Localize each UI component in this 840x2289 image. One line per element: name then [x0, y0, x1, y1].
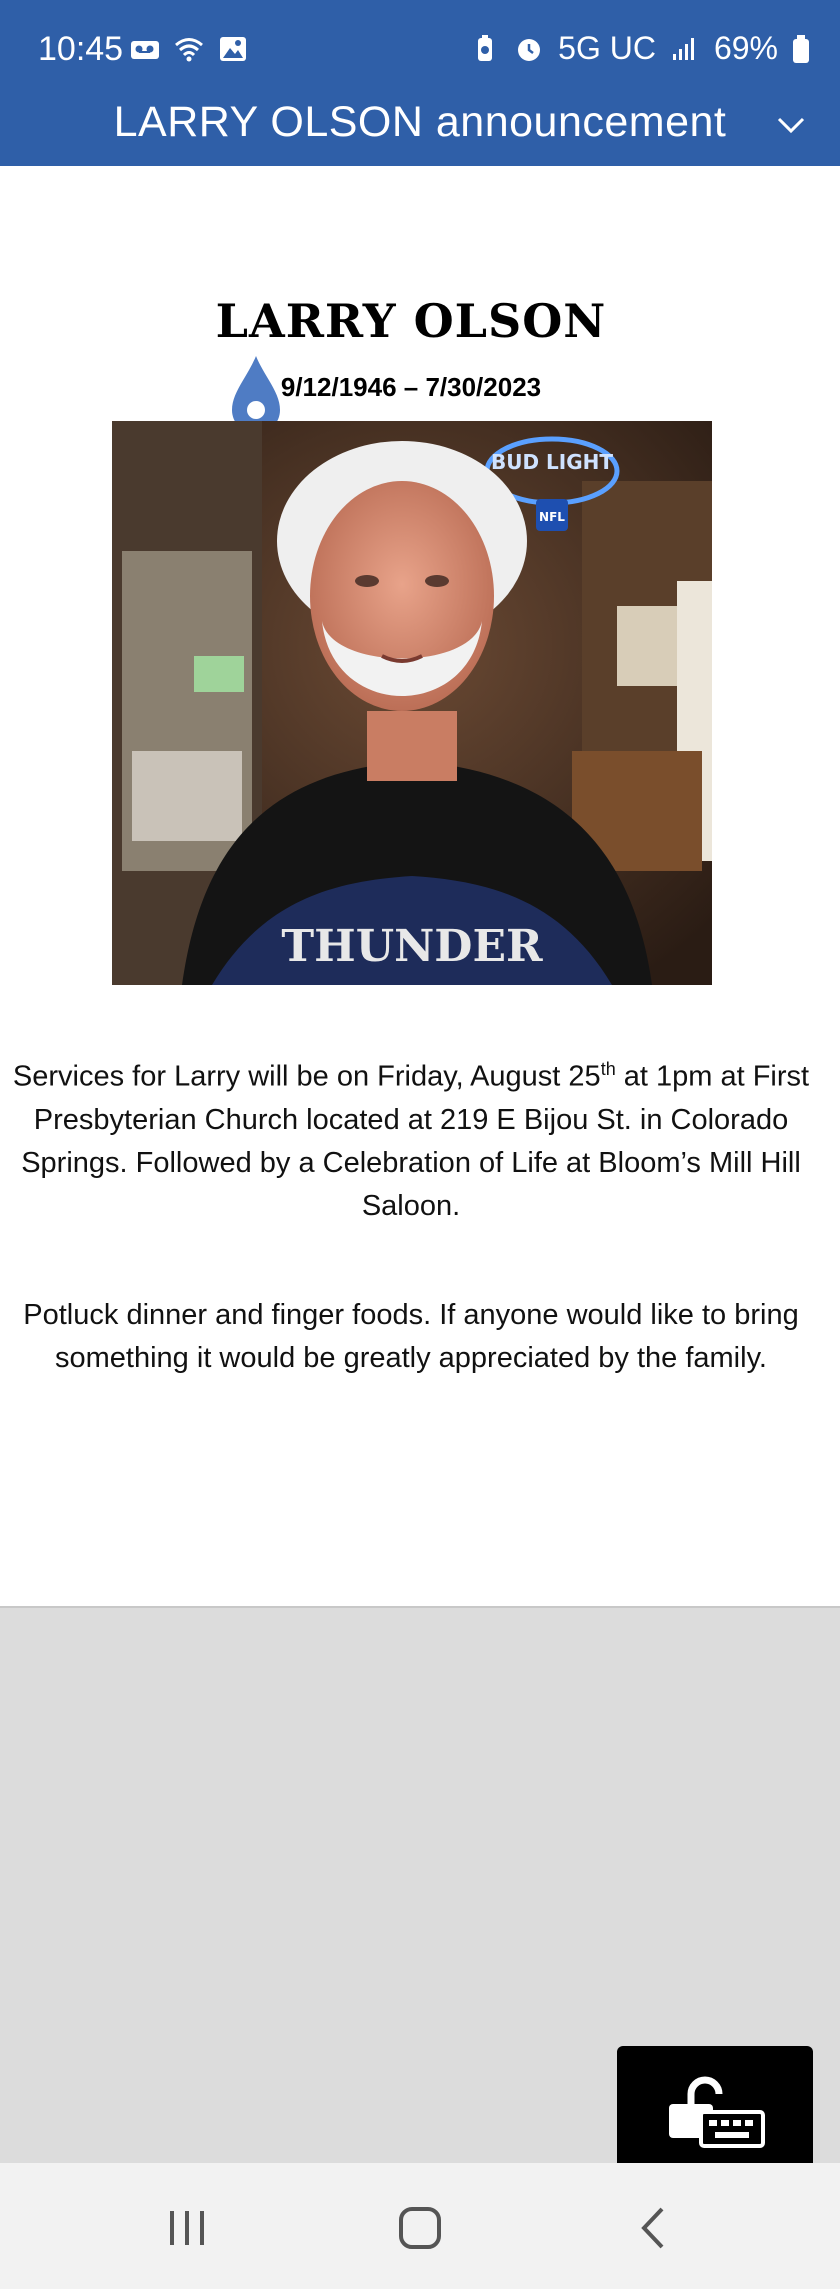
top-bar: [0, 0, 840, 166]
neon-sign-text: BUD LIGHT: [490, 450, 614, 474]
services-superscript: th: [600, 1059, 616, 1079]
status-icons-left: [130, 34, 248, 64]
nfl-badge-text: NFL: [539, 510, 565, 524]
wifi-icon: [174, 34, 204, 64]
battery-saver-icon: [470, 34, 500, 64]
document-page[interactable]: [0, 166, 840, 1608]
image-icon: [218, 34, 248, 64]
chevron-down-icon[interactable]: [776, 110, 806, 140]
unlock-keyboard-button[interactable]: [617, 2046, 813, 2176]
system-nav-bar: [0, 2163, 840, 2289]
shirt-print-text: THUNDER: [281, 921, 543, 972]
home-icon[interactable]: [395, 2203, 445, 2253]
signal-icon: [670, 34, 700, 64]
status-time: 10:45: [38, 30, 124, 68]
recents-icon[interactable]: [162, 2203, 212, 2253]
services-paragraph: [0, 1048, 822, 1228]
back-icon[interactable]: [630, 2203, 680, 2253]
potluck-paragraph: Potluck dinner and finger foods. If anyone would like to bring something it would be greatly appreciated by the family.: [23, 1299, 799, 1374]
life-dates: 9/12/1946 – 7/30/2023: [280, 372, 542, 402]
voicemail-icon: [130, 34, 160, 64]
services-text-start: Services for Larry will be on Friday, August 25: [12, 1060, 601, 1093]
battery-icon: [792, 34, 810, 64]
document-title: LARRY OLSON announcement: [113, 98, 727, 146]
deceased-name: LARRY OLSON: [215, 294, 607, 348]
network-type: 5G UC: [558, 30, 656, 66]
status-icons-right: [470, 30, 810, 67]
services-text-end: at 1pm at First Presbyterian Church located at 219 E Bijou St. in Colorado Springs. Followed by a Celebration of Life at Bloom’s Mill Hill Saloon.: [21, 1060, 810, 1222]
unlock-keyboard-icon: [661, 2072, 771, 2152]
battery-percent: 69%: [713, 30, 778, 66]
alarm-icon: [514, 34, 544, 64]
memorial-photo: [112, 421, 712, 985]
